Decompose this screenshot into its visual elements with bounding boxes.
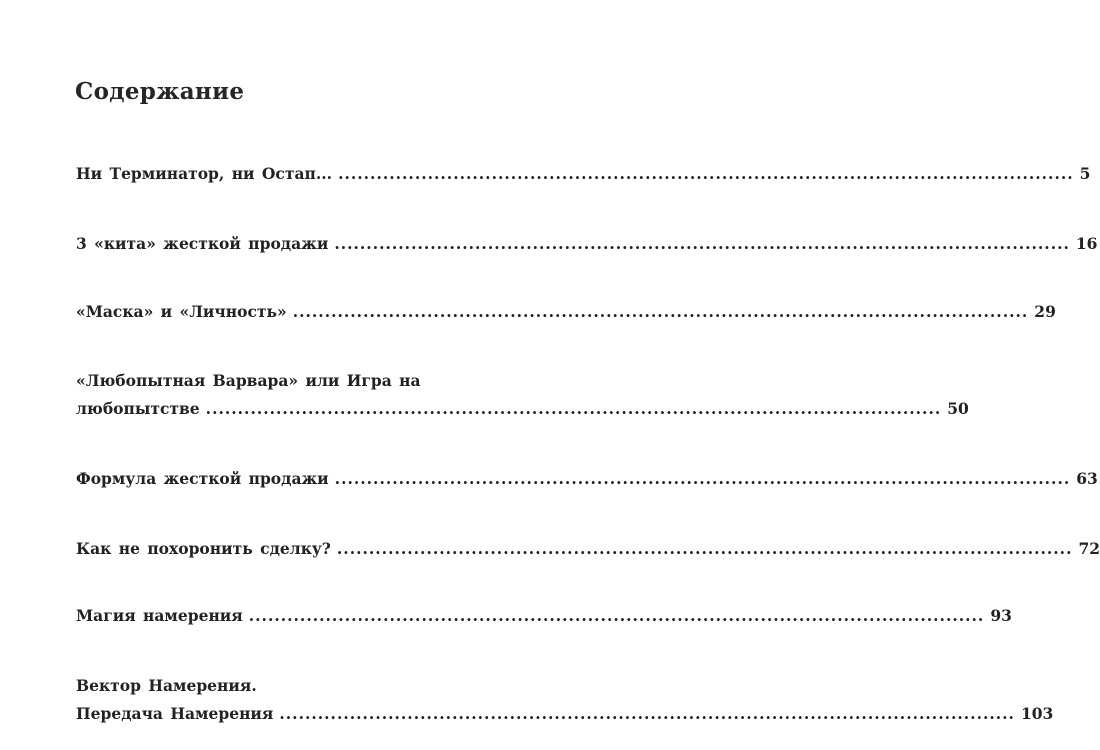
toc-leader-dots: ................................................................................................................... bbox=[248, 606, 985, 625]
toc-line bbox=[76, 465, 1098, 493]
toc-entry bbox=[76, 367, 969, 423]
toc-line bbox=[76, 230, 1098, 258]
toc-page-number: 103 bbox=[1020, 704, 1054, 723]
toc-leader-dots: ................................................................................................................... bbox=[336, 539, 1073, 558]
toc-page-number: 63 bbox=[1076, 469, 1098, 488]
toc-entry-title-first-line: Вектор Намерения. bbox=[76, 676, 257, 695]
toc-entry-title: «Маска» и «Личность» bbox=[76, 302, 287, 321]
toc-page-number: 50 bbox=[947, 399, 969, 418]
toc-entry-title: Ни Терминатор, ни Остап... bbox=[76, 164, 333, 183]
toc-entry-title: любопытстве bbox=[76, 399, 200, 418]
toc-line bbox=[76, 602, 1012, 630]
toc-entry bbox=[76, 672, 1054, 728]
toc-entry bbox=[76, 230, 1098, 258]
toc-entry-title: Как не похоронить сделку? bbox=[76, 539, 331, 558]
toc-leader-dots: ................................................................................................................... bbox=[279, 704, 1015, 723]
toc-leader-dots: ................................................................................................................... bbox=[205, 399, 942, 418]
toc-line bbox=[76, 298, 1056, 326]
toc-line bbox=[76, 160, 1091, 188]
toc-entry-title: Магия намерения bbox=[76, 606, 243, 625]
toc-entry bbox=[76, 602, 1012, 630]
toc-entry bbox=[76, 298, 1056, 326]
toc-entry bbox=[76, 160, 1091, 188]
toc-entry-title-first-line: «Любопытная Варвара» или Игра на bbox=[76, 371, 421, 390]
toc-leader-dots: ................................................................................................................... bbox=[334, 234, 1070, 253]
toc-entry-title: 3 «кита» жесткой продажи bbox=[76, 234, 329, 253]
toc-page-number: 93 bbox=[990, 606, 1012, 625]
toc-line bbox=[76, 535, 1100, 563]
toc-page-number: 72 bbox=[1078, 539, 1100, 558]
toc-leader-dots: ................................................................................................................... bbox=[334, 469, 1071, 488]
toc-page-number: 5 bbox=[1079, 164, 1091, 183]
toc-entry-title: Передача Намерения bbox=[76, 704, 274, 723]
toc-entry bbox=[76, 465, 1098, 493]
page-title: Содержание bbox=[75, 78, 245, 105]
toc-line bbox=[76, 395, 969, 423]
toc-line bbox=[76, 700, 1054, 728]
toc-page-number: 29 bbox=[1034, 302, 1056, 321]
toc-entry bbox=[76, 535, 1100, 563]
toc-leader-dots: ................................................................................................................... bbox=[292, 302, 1029, 321]
toc-entry-title: Формула жесткой продажи bbox=[76, 469, 329, 488]
toc-leader-dots: ................................................................................................................... bbox=[338, 164, 1074, 183]
toc-page-number: 16 bbox=[1075, 234, 1098, 253]
